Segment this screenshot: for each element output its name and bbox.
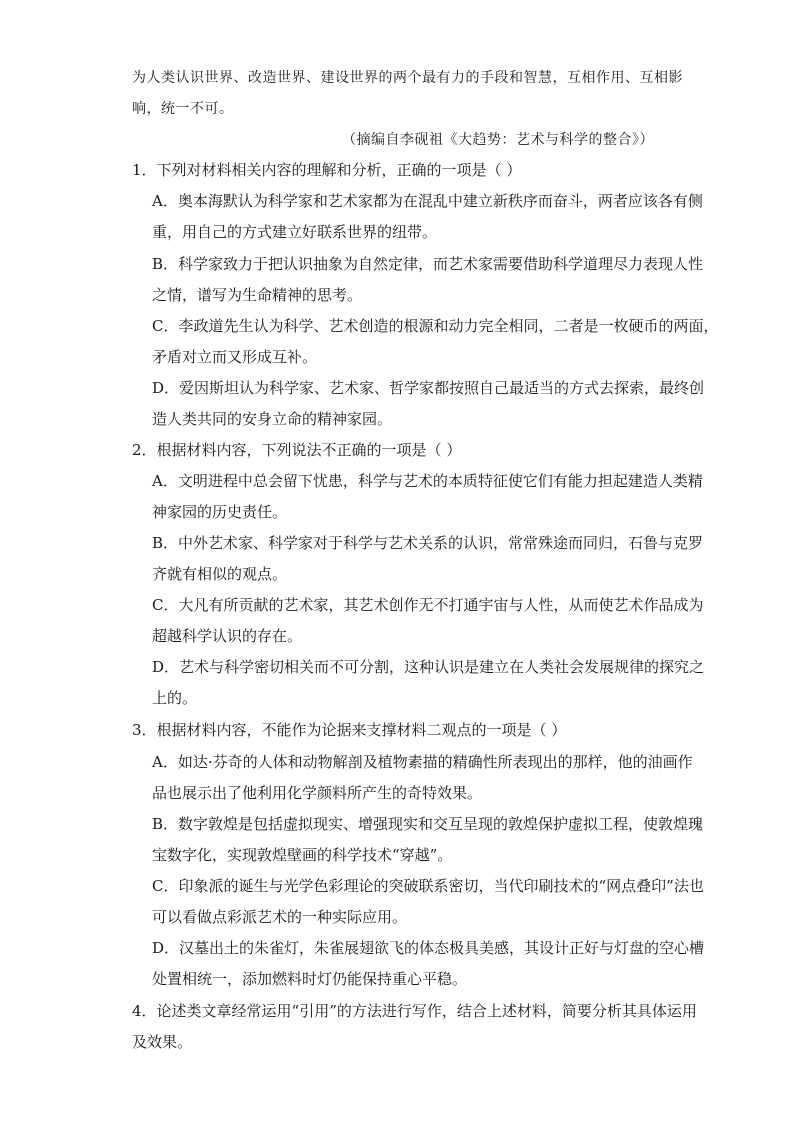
- option-b: B．中外艺术家、科学家对于科学与艺术关系的认识，常常殊途而同归，石鲁与克罗: [152, 534, 704, 552]
- option-a-cont: 神家园的历史责任。: [152, 503, 288, 521]
- passage-source: （摘编自李砚祖《大趋势：艺术与科学的整合》）: [342, 132, 654, 148]
- option-a-cont: 重，用自己的方式建立好联系世界的纽带。: [152, 223, 438, 241]
- option-c: C．大凡有所贡献的艺术家，其艺术创作无不打通宇宙与人性，从而使艺术作品成为: [152, 596, 704, 614]
- option-d: D．艺术与科学密切相关而不可分割，这种认识是建立在人类社会发展规律的探究之: [152, 658, 705, 676]
- option-d: D．汉墓出土的朱雀灯，朱雀展翅欲飞的体态极具美感，其设计正好与灯盘的空心槽: [152, 939, 705, 957]
- option-c: C．印象派的诞生与光学色彩理论的突破联系密切，当代印刷技术的“网点叠印”法也: [152, 877, 704, 895]
- option-b: B．科学家致力于把认识抽象为自然定律，而艺术家需要借助科学道理尽力表现人性: [152, 255, 704, 273]
- question-stem: 3．根据材料内容，不能作为论据来支撑材料二观点的一项是（ ）: [132, 721, 567, 739]
- option-c-cont: 可以看做点彩派艺术的一种实际应用。: [152, 908, 408, 926]
- option-c: C．李政道先生认为科学、艺术创造的根源和动力完全相同，二者是一枚硬币的两面，: [152, 317, 719, 335]
- option-b: B．数字敦煌是包括虚拟现实、增强现实和交互呈现的敦煌保护虚拟工程，使敦煌瑰: [152, 815, 704, 833]
- passage-line: 为人类认识世界、改造世界、建设世界的两个最有力的手段和智慧，互相作用、互相影: [132, 70, 683, 86]
- question-stem: 2．根据材料内容，下列说法不正确的一项是（ ）: [132, 441, 462, 459]
- option-d: D．爱因斯坦认为科学家、艺术家、哲学家都按照自己最适当的方式去探索，最终创: [152, 379, 705, 397]
- option-b-cont: 之情，谱写为生命精神的思考。: [152, 286, 363, 304]
- passage-line: 响，统一不可。: [132, 101, 234, 117]
- option-c-cont: 超越科学认识的存在。: [152, 627, 303, 645]
- option-a: A．奥本海默认为科学家和艺术家都为在混乱中建立新秩序而奋斗，两者应该各有侧: [152, 192, 703, 210]
- option-b-cont: 宝数字化，实现敦煌壁画的科学技术“穿越”。: [152, 846, 453, 864]
- option-d-cont: 上的。: [152, 689, 198, 707]
- option-a-cont: 品也展示出了他利用化学颜料所产生的奇特效果。: [152, 784, 483, 802]
- question-stem: 4．论述类文章经常运用“引用”的方法进行写作，结合上述材料，简要分析其具体运用: [132, 1002, 697, 1020]
- option-d-cont: 造人类共同的安身立命的精神家园。: [152, 410, 393, 428]
- question-stem: 1．下列对材料相关内容的理解和分析，正确的一项是（ ）: [132, 161, 522, 179]
- question-stem-cont: 及效果。: [132, 1033, 193, 1051]
- option-b-cont: 齐就有相似的观点。: [152, 565, 288, 583]
- option-c-cont: 矛盾对立而又形成互补。: [152, 348, 318, 366]
- option-a: A．如达·芬奇的人体和动物解剖及植物素描的精确性所表现出的那样，他的油画作: [152, 753, 693, 771]
- option-d-cont: 处置相统一，添加燃料时灯仍能保持重心平稳。: [152, 970, 468, 988]
- option-a: A．文明进程中总会留下忧患，科学与艺术的本质特征使它们有能力担起建造人类精: [152, 472, 703, 490]
